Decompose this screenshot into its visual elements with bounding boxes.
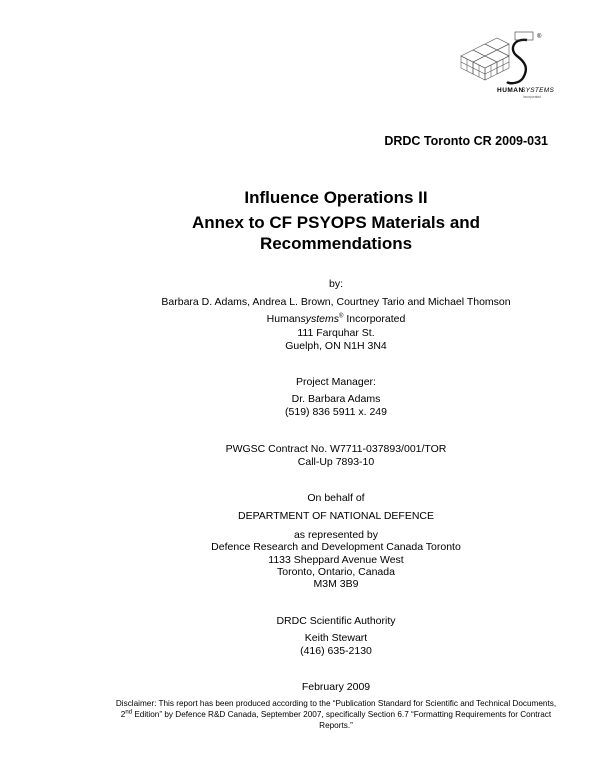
contractor-name: [0, 313, 600, 325]
title-line-1: Influence Operations II: [244, 188, 428, 207]
scientific-authority-label: DRDC Scientific Authority: [276, 615, 396, 627]
department-name: DEPARTMENT OF NATIONAL DEFENCE: [237, 510, 435, 522]
contractor-name-prefix: Human: [266, 313, 301, 325]
logo-tagline: Incorporated: [523, 95, 541, 99]
humansystems-logo-graphic: [455, 28, 555, 108]
authors: Barbara D. Adams, Andrea L. Brown, Courtney Tario and Michael Thomson: [161, 296, 511, 308]
contract-callup: Call-Up 7893-10: [297, 456, 375, 468]
disclaimer-part-2: Edition” by Defence R&D Canada, September 2007, specifically Section 6.7 “Formatting Requirements for Contract Reports.”: [132, 710, 552, 730]
disclaimer-part-1: Disclaimer: This report has been produced according to the “Publication Standard for Scientific and Technical Documents, 2: [115, 699, 557, 719]
logo-brand-suffix: SYSTEMS: [521, 87, 555, 94]
contractor-name-italic: systems: [300, 313, 340, 325]
scientific-authority-phone: (416) 635-2130: [300, 645, 372, 657]
contractor-name-registered: ®: [339, 313, 344, 320]
disclaimer-superscript: nd: [125, 709, 133, 716]
report-number: DRDC Toronto CR 2009-031: [384, 134, 548, 148]
contractor-street: 111 Farquhar St.: [297, 327, 375, 339]
represented-by: as represented by: [293, 529, 379, 541]
contractor-name-suffix: Incorporated: [343, 313, 406, 325]
project-manager-label: Project Manager:: [296, 376, 376, 388]
project-manager-phone: (519) 836 5911 x. 249: [285, 406, 387, 418]
drdc-org: Defence Research and Development Canada Toronto: [211, 541, 461, 553]
project-manager-name: Dr. Barbara Adams: [291, 393, 381, 405]
by-label: by:: [328, 278, 343, 290]
scientific-authority-name: Keith Stewart: [304, 632, 368, 644]
behalf-label: On behalf of: [307, 492, 365, 504]
logo-registered-mark: ®: [537, 34, 542, 40]
title-line-3: Recommendations: [259, 234, 413, 253]
humansystems-logo: [455, 28, 555, 108]
contract-number: PWGSC Contract No. W7711-037893/001/TOR: [225, 443, 447, 455]
drdc-postal: M3M 3B9: [313, 578, 359, 590]
report-date: February 2009: [301, 681, 371, 693]
logo-brand-prefix: HUMAN: [497, 87, 524, 94]
disclaimer: [110, 698, 562, 731]
drdc-city: Toronto, Ontario, Canada: [277, 566, 395, 578]
drdc-street: 1133 Sheppard Avenue West: [268, 554, 404, 566]
title-line-2: Annex to CF PSYOPS Materials and: [191, 213, 481, 232]
contractor-city: Guelph, ON N1H 3N4: [285, 340, 387, 352]
